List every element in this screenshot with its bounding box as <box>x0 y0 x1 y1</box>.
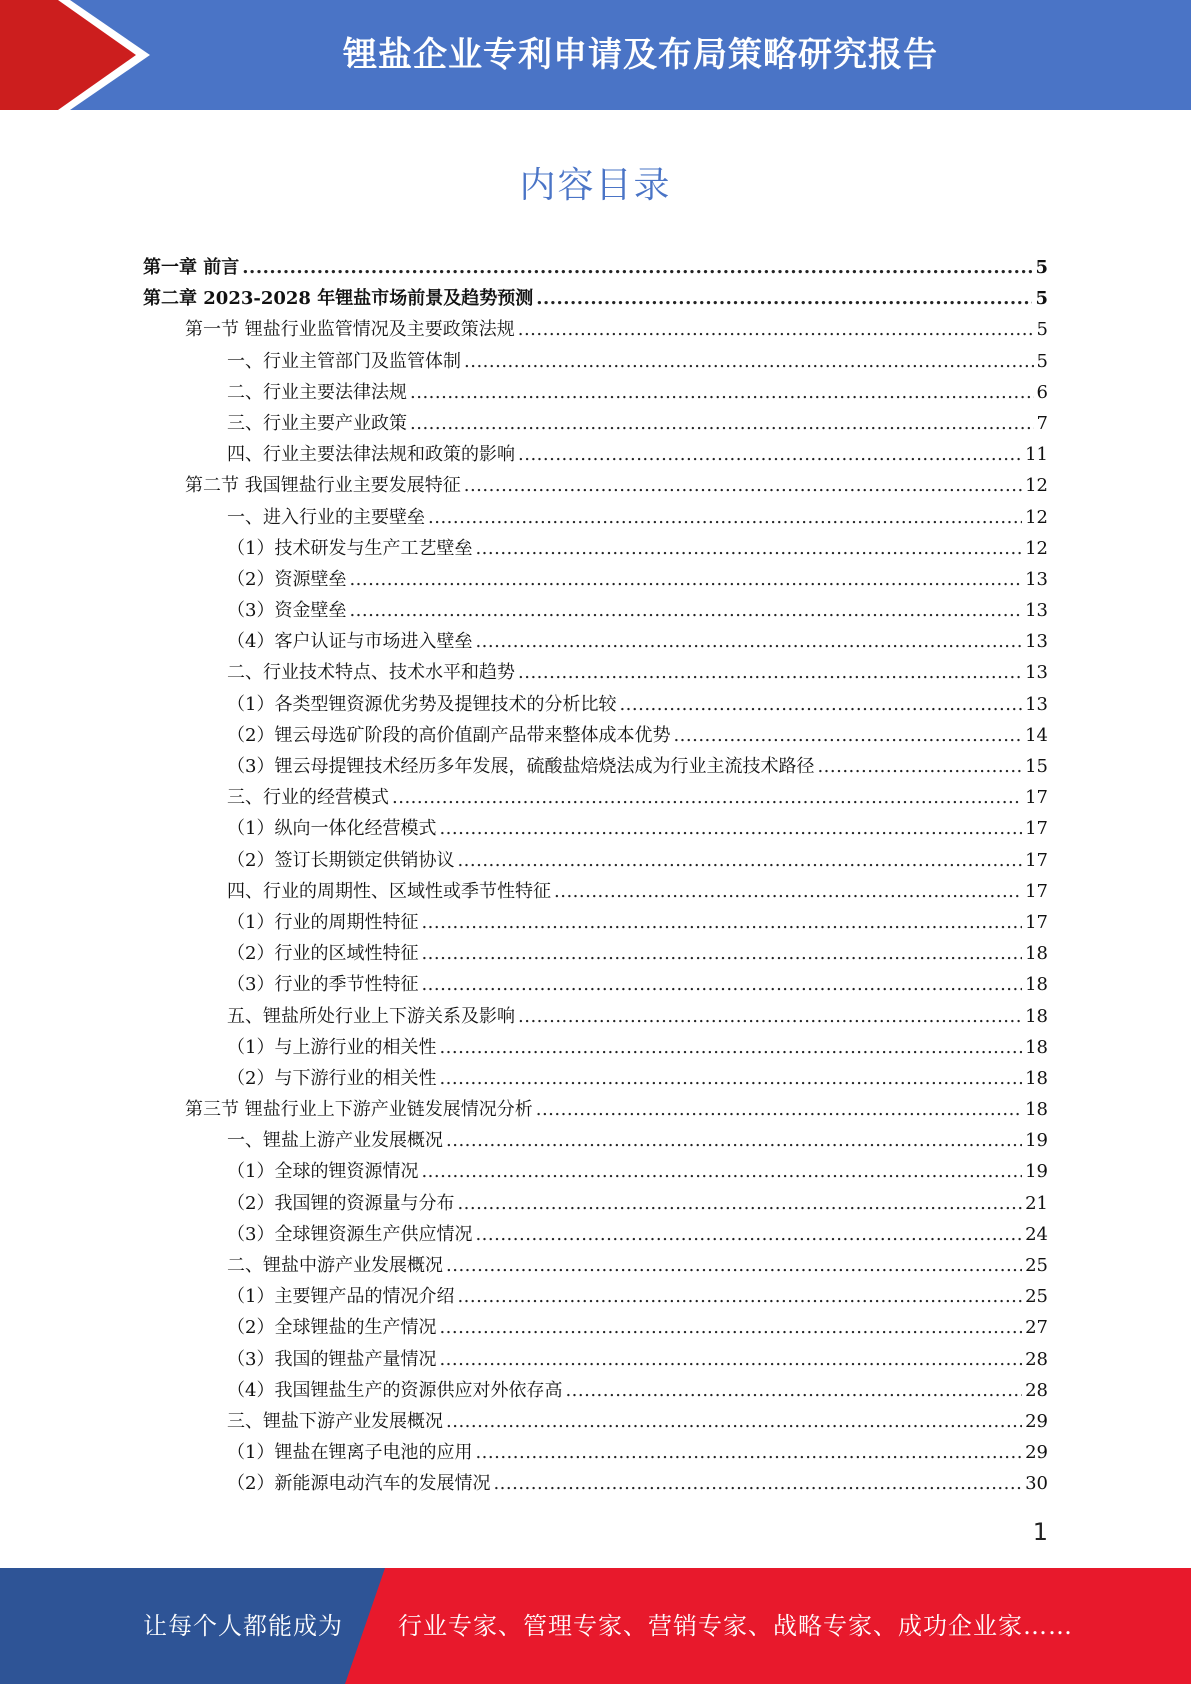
toc-entry-page: 27 <box>1025 1317 1048 1339</box>
toc-entry-label: 三、锂盐下游产业发展概况 <box>227 1410 443 1432</box>
toc-entry[interactable] <box>227 907 1048 938</box>
toc-entry[interactable] <box>185 314 1048 345</box>
toc-entry[interactable] <box>227 782 1048 813</box>
toc-dot-leader <box>475 533 1022 564</box>
toc-entry-page: 12 <box>1025 537 1048 559</box>
toc-entry-page: 13 <box>1025 600 1048 622</box>
toc-entry-label: 四、行业主要法律法规和政策的影响 <box>227 444 515 466</box>
toc-dot-leader <box>518 657 1022 688</box>
toc-dot-leader <box>619 689 1022 720</box>
toc-entry-page: 7 <box>1036 412 1048 434</box>
toc-dot-leader <box>439 1344 1022 1375</box>
toc-entry-label: （2）锂云母选矿阶段的高价值副产品带来整体成本优势 <box>227 724 671 746</box>
toc-entry[interactable] <box>143 283 1048 314</box>
toc-dot-leader <box>673 720 1022 751</box>
toc-entry-page: 18 <box>1025 1036 1048 1058</box>
toc-entry-label: 二、锂盐中游产业发展概况 <box>227 1255 443 1276</box>
toc-entry-page: 13 <box>1025 631 1048 653</box>
toc-entry[interactable] <box>227 626 1048 657</box>
toc-entry-label: （2）我国锂的资源量与分布 <box>227 1192 455 1214</box>
toc-entry-label: （2）全球锂盐的生产情况 <box>227 1317 437 1339</box>
toc-entry-page: 30 <box>1025 1473 1048 1495</box>
toc-entry[interactable] <box>227 1250 1048 1281</box>
toc-dot-leader <box>421 1156 1022 1187</box>
toc-entry-page: 18 <box>1025 943 1048 965</box>
toc-entry[interactable] <box>227 533 1048 564</box>
toc-entry-label: （1）技术研发与生产工艺壁垒 <box>227 537 473 559</box>
toc-entry[interactable] <box>227 564 1048 595</box>
toc-dot-leader <box>457 1188 1022 1219</box>
toc-entry[interactable] <box>227 1063 1048 1094</box>
toc-dot-leader <box>475 1219 1022 1250</box>
toc-entry-page: 13 <box>1025 693 1048 715</box>
toc-entry[interactable] <box>227 1156 1048 1187</box>
toc-dot-leader <box>392 782 1022 813</box>
toc-entry-label: （3）资金壁垒 <box>227 600 347 622</box>
toc-entry-page: 19 <box>1025 1130 1048 1152</box>
toc-dot-leader <box>421 938 1022 969</box>
toc-entry-label: 四、行业的周期性、区域性或季节性特征 <box>227 880 551 902</box>
toc-entry-label: 一、行业主管部门及监管体制 <box>227 350 461 372</box>
toc-entry-page: 25 <box>1025 1255 1048 1276</box>
toc-entry-page: 18 <box>1025 1005 1048 1027</box>
toc-entry-label: （2）新能源电动汽车的发展情况 <box>227 1473 491 1495</box>
chevron-arrow-icon <box>0 0 160 110</box>
toc-entry-page: 6 <box>1036 381 1048 403</box>
toc-dot-leader <box>554 876 1022 907</box>
toc-dot-leader <box>464 346 1034 377</box>
toc-entry[interactable] <box>227 1281 1048 1312</box>
report-title: 锂盐企业专利申请及布局策略研究报告 <box>343 35 938 75</box>
toc-entry-label: （2）与下游行业的相关性 <box>227 1067 437 1089</box>
toc-entry[interactable] <box>227 595 1048 626</box>
toc-entry-page: 17 <box>1025 849 1048 871</box>
toc-entry[interactable] <box>227 813 1048 844</box>
toc-entry[interactable] <box>227 1125 1048 1156</box>
toc-dot-leader <box>242 252 1032 283</box>
toc-entry[interactable] <box>227 346 1048 377</box>
toc-entry-page: 29 <box>1025 1442 1048 1464</box>
toc-entry-label: 第三节 锂盐行业上下游产业链发展情况分析 <box>185 1099 533 1121</box>
toc-entry-label: （1）锂盐在锂离子电池的应用 <box>227 1442 473 1464</box>
toc-entry-page: 13 <box>1025 568 1048 590</box>
footer-banner <box>0 1568 1191 1684</box>
toc-entry[interactable] <box>227 1188 1048 1219</box>
toc-entry-page: 12 <box>1025 506 1048 528</box>
toc-heading: 内容目录 <box>519 165 672 206</box>
toc-dot-leader <box>446 1125 1022 1156</box>
toc-entry[interactable] <box>227 720 1048 751</box>
toc-entry-label: （2）资源壁垒 <box>227 568 347 590</box>
toc-entry-label: （2）行业的区域性特征 <box>227 943 419 965</box>
toc-entry[interactable] <box>227 1437 1048 1468</box>
toc-entry[interactable] <box>185 470 1048 501</box>
toc-dot-leader <box>817 751 1022 782</box>
toc-entry[interactable] <box>227 1001 1048 1032</box>
toc-dot-leader <box>475 626 1022 657</box>
toc-dot-leader <box>464 470 1022 501</box>
toc-entry-page: 28 <box>1025 1379 1048 1401</box>
toc-dot-leader <box>428 502 1022 533</box>
toc-entry-label: 一、锂盐上游产业发展概况 <box>227 1130 443 1152</box>
toc-dot-leader <box>536 283 1032 314</box>
toc-entry-label: （4）我国锂盐生产的资源供应对外依存高 <box>227 1379 563 1401</box>
toc-entry-page: 12 <box>1025 475 1048 497</box>
toc-entry-label: 二、行业主要法律法规 <box>227 381 407 403</box>
toc-dot-leader <box>349 564 1022 595</box>
toc-entry-label: （3）行业的季节性特征 <box>227 974 419 996</box>
toc-entry-page: 25 <box>1025 1286 1048 1308</box>
toc-entry[interactable] <box>185 1094 1048 1125</box>
toc-entry-label: （3）我国的锂盐产量情况 <box>227 1348 437 1370</box>
toc-dot-leader <box>536 1094 1022 1125</box>
toc-dot-leader <box>565 1375 1022 1406</box>
toc-entry-label: 第一章 前言 <box>143 257 240 278</box>
toc-dot-leader <box>421 969 1022 1000</box>
toc-dot-leader <box>410 377 1034 408</box>
toc-dot-leader <box>446 1250 1022 1281</box>
toc-entry-page: 19 <box>1025 1161 1048 1183</box>
toc-entry-page: 24 <box>1025 1223 1048 1245</box>
toc-entry[interactable] <box>227 408 1048 439</box>
toc-entry-page: 5 <box>1036 350 1048 372</box>
toc-dot-leader <box>457 1281 1022 1312</box>
toc-entry[interactable] <box>227 377 1048 408</box>
toc-entry-page: 15 <box>1025 756 1048 777</box>
toc-dot-leader <box>410 408 1034 439</box>
toc-entry-page: 28 <box>1025 1348 1048 1370</box>
toc-entry-page: 18 <box>1025 1067 1048 1089</box>
toc-entry-page: 17 <box>1025 911 1048 933</box>
toc-entry-label: 第二章 2023-2028 年锂盐市场前景及趋势预测 <box>143 288 534 310</box>
toc-entry-label: （1）主要锂产品的情况介绍 <box>227 1286 455 1308</box>
toc-entry[interactable] <box>227 1375 1048 1406</box>
toc-entry-page: 5 <box>1035 288 1048 310</box>
toc-entry-label: 三、行业的经营模式 <box>227 787 389 809</box>
toc-dot-leader <box>439 1032 1022 1063</box>
toc-entry[interactable] <box>227 502 1048 533</box>
header-banner <box>0 0 1191 110</box>
toc-entry-label: 二、行业技术特点、技术水平和趋势 <box>227 662 515 684</box>
toc-entry-page: 17 <box>1025 787 1048 809</box>
toc-entry-label: 第二节 我国锂盐行业主要发展特征 <box>185 475 461 497</box>
toc-entry-page: 29 <box>1025 1410 1048 1432</box>
toc-entry[interactable] <box>227 969 1048 1000</box>
toc-entry[interactable] <box>227 657 1048 688</box>
footer-slogan-left: 让每个人都能成为 <box>143 1612 343 1640</box>
toc-dot-leader <box>421 907 1022 938</box>
toc-entry-label: （1）各类型锂资源优劣势及提锂技术的分析比较 <box>227 693 617 715</box>
toc-entry-label: （3）全球锂资源生产供应情况 <box>227 1223 473 1245</box>
toc-dot-leader <box>439 813 1022 844</box>
toc-entry[interactable] <box>227 1312 1048 1343</box>
toc-entry[interactable] <box>227 1344 1048 1375</box>
toc-entry-label: 一、进入行业的主要壁垒 <box>227 506 425 528</box>
toc-entry[interactable] <box>227 439 1048 470</box>
toc-entry-page: 18 <box>1025 974 1048 996</box>
toc-entry[interactable] <box>143 252 1048 283</box>
toc-entry[interactable] <box>227 845 1048 876</box>
toc-entry[interactable] <box>227 1219 1048 1250</box>
toc-entry-label: （1）与上游行业的相关性 <box>227 1036 437 1058</box>
toc-entry[interactable] <box>227 876 1048 907</box>
toc-entry-label: （1）全球的锂资源情况 <box>227 1161 419 1183</box>
toc-entry[interactable] <box>227 1406 1048 1437</box>
toc-entry-label: 五、锂盐所处行业上下游关系及影响 <box>227 1005 515 1027</box>
table-of-contents <box>0 252 1191 1500</box>
toc-dot-leader <box>493 1468 1022 1499</box>
toc-entry-label: （1）纵向一体化经营模式 <box>227 818 437 840</box>
toc-dot-leader <box>439 1312 1022 1343</box>
toc-entry-label: 三、行业主要产业政策 <box>227 412 407 434</box>
toc-entry-page: 11 <box>1025 444 1048 466</box>
toc-dot-leader <box>518 314 1034 345</box>
toc-entry-label: （4）客户认证与市场进入壁垒 <box>227 631 473 653</box>
toc-entry[interactable] <box>227 1468 1048 1499</box>
toc-dot-leader <box>439 1063 1022 1094</box>
toc-entry[interactable] <box>227 938 1048 969</box>
toc-entry-page: 17 <box>1025 880 1048 902</box>
toc-entry-page: 18 <box>1025 1099 1048 1121</box>
toc-entry[interactable] <box>227 689 1048 720</box>
toc-entry-page: 13 <box>1025 662 1048 684</box>
toc-entry[interactable] <box>227 1032 1048 1063</box>
toc-entry-label: （1）行业的周期性特征 <box>227 911 419 933</box>
toc-dot-leader <box>349 595 1022 626</box>
toc-dot-leader <box>518 439 1022 470</box>
toc-entry-label: 第一节 锂盐行业监管情况及主要政策法规 <box>185 319 515 341</box>
toc-entry-page: 17 <box>1025 818 1048 840</box>
footer-slogan-right: 行业专家、管理专家、营销专家、战略专家、成功企业家…… <box>398 1612 1073 1640</box>
toc-entry-label: （2）签订长期锁定供销协议 <box>227 849 455 871</box>
page-number: 1 <box>1032 1518 1048 1546</box>
toc-entry-page: 5 <box>1036 319 1048 341</box>
toc-dot-leader <box>446 1406 1022 1437</box>
toc-entry-page: 14 <box>1025 724 1048 746</box>
toc-entry[interactable] <box>227 751 1048 782</box>
toc-entry-page: 5 <box>1035 257 1048 278</box>
toc-entry-page: 21 <box>1025 1192 1048 1214</box>
toc-dot-leader <box>475 1437 1022 1468</box>
toc-entry-label: （3）锂云母提锂技术经历多年发展，硫酸盐焙烧法成为行业主流技术路径 <box>227 756 815 777</box>
toc-dot-leader <box>457 845 1022 876</box>
toc-dot-leader <box>518 1001 1022 1032</box>
